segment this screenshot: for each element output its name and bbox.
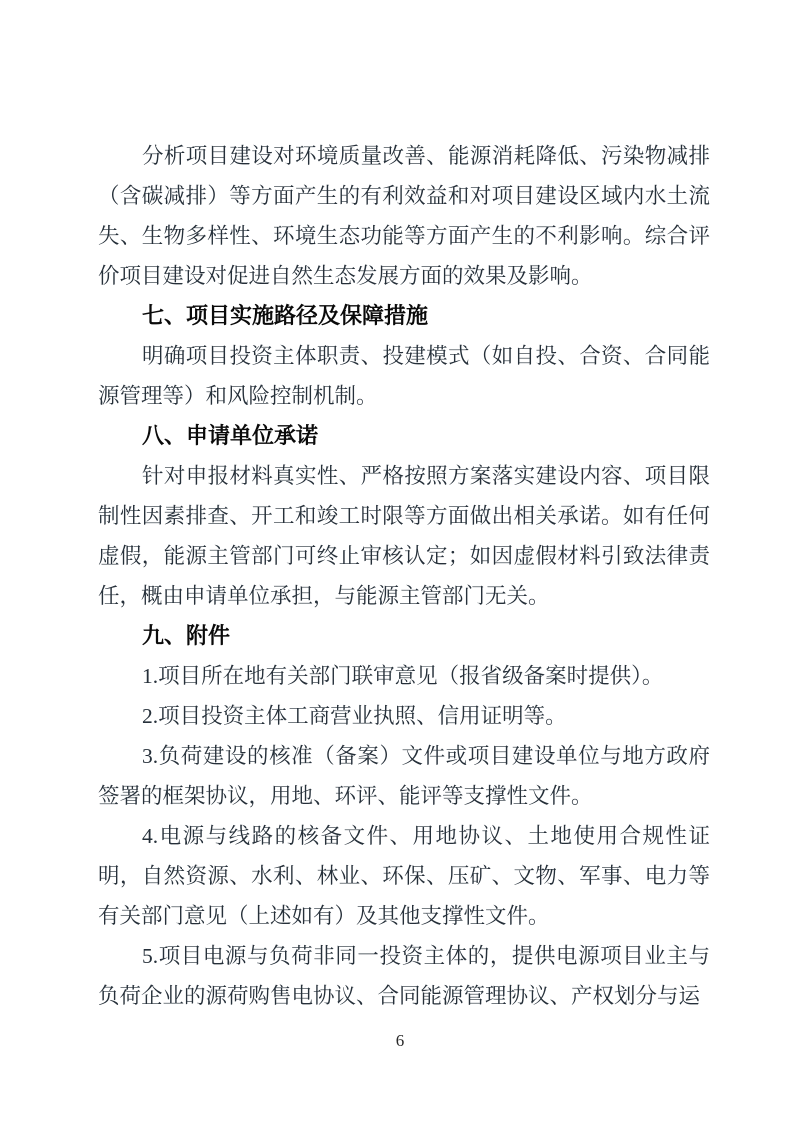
paragraph-environment-benefit-analysis: 分析项目建设对环境质量改善、能源消耗降低、污染物减排（含碳减排）等方面产生的有利效益和对项目建设区域内水土流失、生物多样性、环境生态功能等方面产生的不利影响。综合评价项目建设对促进自然生态发展方面的效果及影响。: [98, 144, 710, 288]
paragraph-applicant-commitment: 针对申报材料真实性、严格按照方案落实建设内容、项目限制性因素排查、开工和竣工时限等方面做出相关承诺。如有任何虚假，能源主管部门可终止审核认定；如因虚假材料引致法律责任，概由申请单位承担，与能源主管部门无关。: [98, 464, 710, 608]
page-footer: [0, 1030, 800, 1052]
attachment-item-4: 4.电源与线路的核备文件、用地协议、土地使用合规性证明，自然资源、水利、林业、环保、压矿、文物、军事、电力等有关部门意见（上述如有）及其他支撑性文件。: [98, 824, 710, 928]
section-heading-7-implementation-path: 七、项目实施路径及保障措施: [142, 303, 429, 328]
attachment-item-5: 5.项目电源与负荷非同一投资主体的，提供电源项目业主与负荷企业的源荷购售电协议、合同能源管理协议、产权划分与运: [98, 944, 710, 1008]
paragraph-implementation-path: 明确项目投资主体职责、投建模式（如自投、合资、合同能源管理等）和风险控制机制。: [98, 344, 710, 408]
section-heading-8-applicant-commitment: 八、申请单位承诺: [142, 423, 319, 448]
attachment-item-1: 1.项目所在地有关部门联审意见（报省级备案时提供）。: [142, 664, 664, 688]
attachment-item-3: 3.负荷建设的核准（备案）文件或项目建设单位与地方政府签署的框架协议，用地、环评、能评等支撑性文件。: [98, 744, 710, 808]
page-number: 6: [395, 1031, 405, 1050]
attachment-item-2: 2.项目投资主体工商营业执照、信用证明等。: [142, 704, 567, 728]
document-body: [98, 136, 710, 1016]
section-heading-9-attachments: 九、附件: [142, 623, 231, 648]
